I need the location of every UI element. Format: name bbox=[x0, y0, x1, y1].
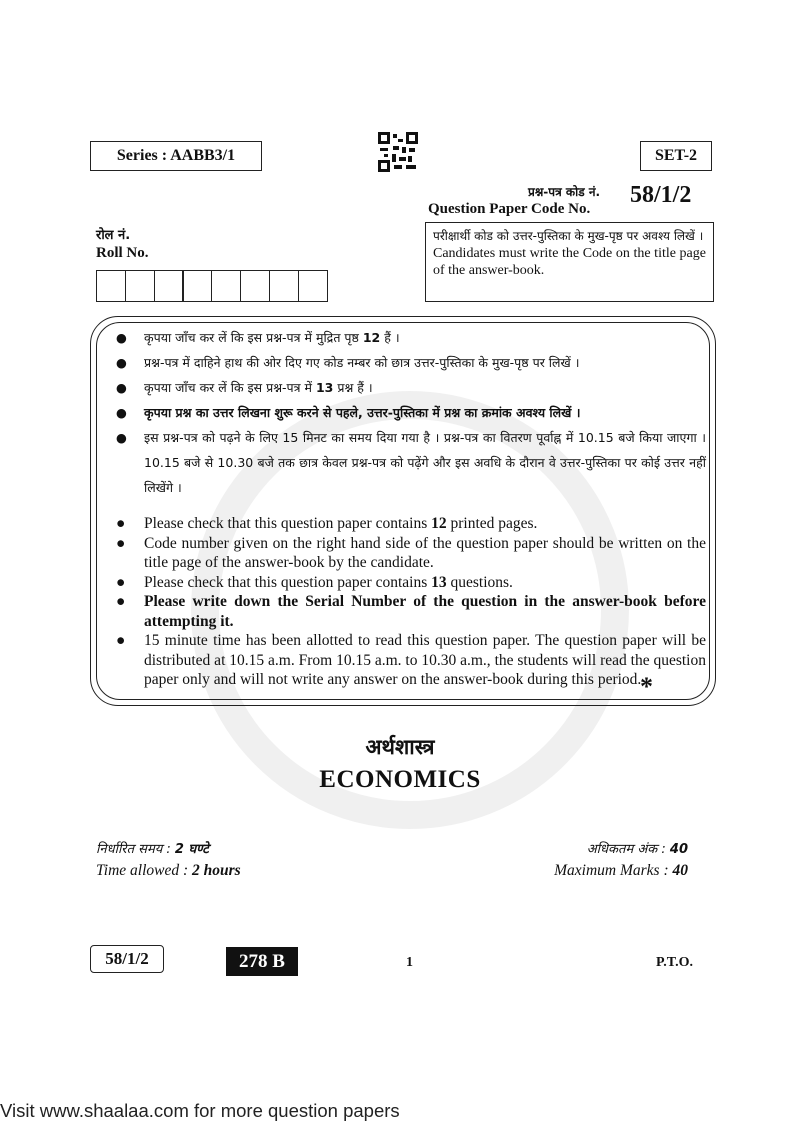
roll-number-boxes[interactable] bbox=[96, 270, 328, 302]
instruction: ● Please check that this question paper contains 12 printed pages. bbox=[116, 515, 538, 532]
star-mark: * bbox=[640, 672, 653, 701]
roll-digit-box[interactable] bbox=[240, 270, 270, 302]
roll-digit-box[interactable] bbox=[96, 270, 126, 302]
subject-title: ECONOMICS bbox=[319, 766, 481, 793]
footer-paper-code: 58/1/2 bbox=[90, 945, 164, 973]
roll-label: Roll No. bbox=[96, 245, 149, 261]
instruction: ● Please check that this question paper contains 13 questions. bbox=[116, 573, 513, 591]
bullet-icon: ● bbox=[116, 632, 126, 649]
candidate-note-hindi: परीक्षार्थी कोड को उत्तर-पुस्तिका के मुख-पृष्ठ पर अवश्य लिखें । bbox=[433, 229, 704, 243]
bullet-icon: ● bbox=[116, 534, 126, 552]
footer-badge: 278 B bbox=[226, 947, 298, 976]
candidate-note-box bbox=[425, 222, 714, 302]
instruction-hindi: ● कृपया प्रश्न का उत्तर लिखना शुरू करने से पहले, उत्तर-पुस्तिका में प्रश्न का क्रमांक अवश्य लिखें । bbox=[112, 400, 706, 425]
roll-digit-box[interactable] bbox=[125, 270, 155, 302]
maximum-marks-hindi: अधिकतम अंक : 40 bbox=[586, 842, 688, 857]
candidate-note: Candidates must write the Code on the title page of the answer-book. bbox=[433, 246, 706, 278]
bullet-icon: ● bbox=[116, 430, 127, 445]
roll-digit-box[interactable] bbox=[211, 270, 241, 302]
code-label-hindi: प्रश्न-पत्र कोड नं. bbox=[528, 185, 601, 199]
roll-digit-box[interactable] bbox=[182, 270, 212, 302]
bullet-icon: ● bbox=[116, 330, 127, 345]
bullet-icon: ● bbox=[116, 515, 126, 532]
instructions bbox=[112, 325, 706, 690]
instruction-hindi: ● प्रश्न-पत्र में दाहिने हाथ की ओर दिए गए कोड नम्बर को छात्र उत्तर-पुस्तिका के मुख-पृष्ठ पर लिखें । bbox=[112, 350, 706, 375]
time-allowed: Time allowed : 2 hours bbox=[96, 862, 241, 879]
instruction: ● 15 minute time has been allotted to read this question paper. The question paper will be distributed at 10.15 a.m. From 10.15 a.m. to 10.30 a.m., the students will read the question paper only and will not write any answer on the answer-book during this period. bbox=[116, 632, 706, 688]
bullet-icon: ● bbox=[116, 405, 127, 420]
roll-digit-box[interactable] bbox=[269, 270, 299, 302]
maximum-marks: Maximum Marks : 40 bbox=[554, 862, 688, 879]
question-paper-code: 58/1/2 bbox=[630, 182, 692, 208]
time-allowed-hindi: निर्धारित समय : 2 घण्टे bbox=[96, 842, 209, 857]
instruction-hindi: ● इस प्रश्न-पत्र को पढ़ने के लिए 15 मिनट का समय दिया गया है । प्रश्न-पत्र का वितरण पूर्वाह्न में 10.15 बजे किया जाएगा । 10.15 बजे से 10.30 बजे तक छात्र केवल प्रश्न-पत्र को पढ़ेंगे और इस अवधि के दौरान वे उत्तर-पुस्तिका पर कोई उत्तर नहीं लिखेंगे । bbox=[112, 425, 706, 500]
bullet-icon: ● bbox=[116, 380, 127, 395]
bullet-icon: ● bbox=[116, 593, 126, 610]
instruction-hindi: ● कृपया जाँच कर लें कि इस प्रश्न-पत्र में मुद्रित पृष्ठ 12 हैं । bbox=[112, 325, 706, 350]
pto-label: P.T.O. bbox=[656, 955, 693, 970]
instruction: ● Code number given on the right hand side of the question paper should be written on the title page of the answer-book by the candidate. bbox=[116, 534, 706, 571]
bullet-icon: ● bbox=[116, 355, 127, 370]
code-label: Question Paper Code No. bbox=[428, 201, 591, 217]
series-label: Series : AABB3/1 bbox=[90, 141, 262, 171]
site-footer-link[interactable]: Visit www.shaalaa.com for more question papers bbox=[0, 1100, 400, 1121]
subject-title-hindi: अर्थशास्त्र bbox=[365, 735, 435, 759]
page-number: 1 bbox=[406, 955, 413, 970]
instruction-hindi: ● कृपया जाँच कर लें कि इस प्रश्न-पत्र में 13 प्रश्न हैं । bbox=[112, 375, 706, 400]
roll-digit-box[interactable] bbox=[298, 270, 328, 302]
qr-code-icon bbox=[378, 132, 418, 172]
bullet-icon: ● bbox=[116, 573, 126, 591]
roll-label-hindi: रोल नं. bbox=[96, 228, 131, 243]
set-label: SET-2 bbox=[640, 141, 712, 171]
roll-digit-box[interactable] bbox=[154, 270, 184, 302]
instruction: ● Please write down the Serial Number of the question in the answer-book before attempting it. bbox=[116, 593, 706, 630]
